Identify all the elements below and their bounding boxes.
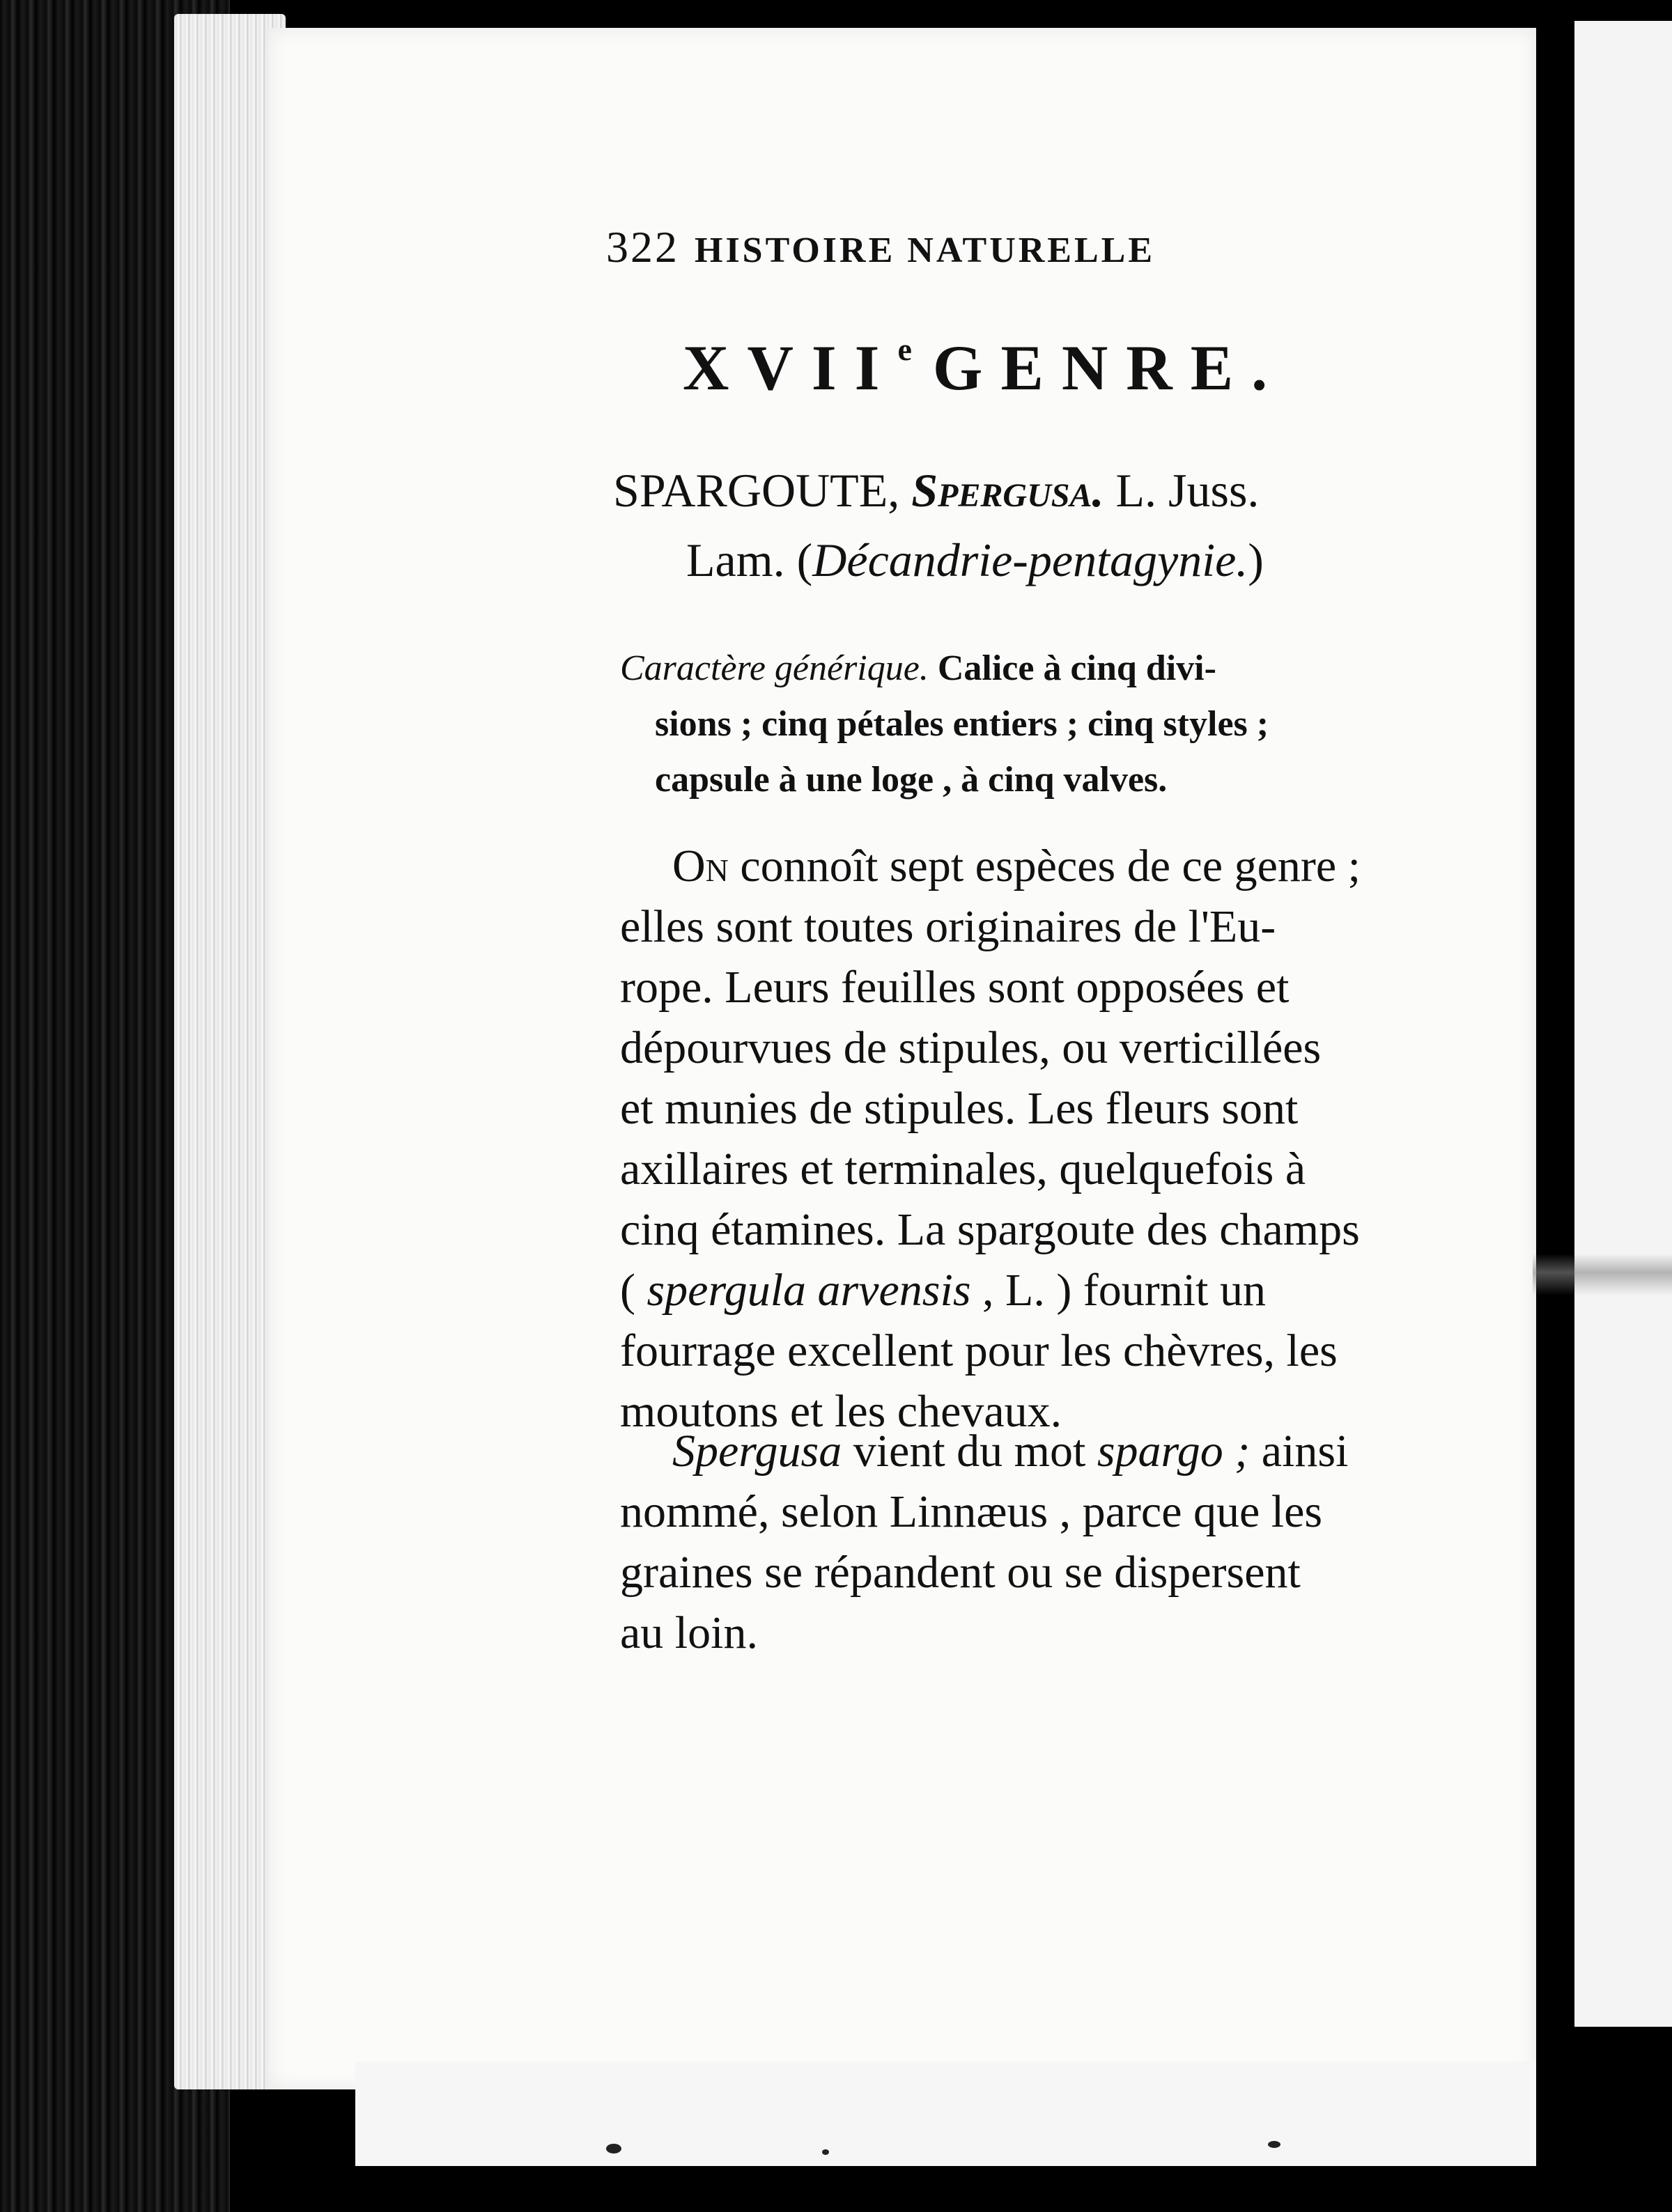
p1-line-9: fourrage excellent pour les chèvres, les — [620, 1325, 1338, 1376]
linnaean-class: Décandrie-pentagynie. — [812, 533, 1248, 586]
p2-line-2: nommé, selon Linnæus , parce que les — [620, 1486, 1323, 1537]
paragraph-etymology — [620, 1421, 1348, 1663]
running-head-title: HISTOIRE NATURELLE — [695, 231, 1156, 270]
p1-line-4: dépourvues de stipules, ou verticillées — [620, 1022, 1322, 1073]
p1-line-6: axillaires et terminales, quelquefois à — [620, 1144, 1306, 1194]
page-number: 322 — [606, 222, 679, 272]
p2-line-4: au loin. — [620, 1607, 758, 1658]
close-paren: ) — [1248, 533, 1264, 586]
ink-speck — [822, 2149, 829, 2155]
p1-line-7: cinq étamines. La spargoute des champs — [620, 1204, 1360, 1255]
p1-line-5: et munies de stipules. Les fleurs sont — [620, 1083, 1299, 1134]
genus-authors-2: Lam. — [686, 533, 785, 586]
genus-name-line-1 — [613, 463, 1259, 518]
genre-numeral: XVII — [683, 332, 898, 403]
genre-superscript: e — [897, 332, 912, 367]
p1-line-2: elles sont toutes originaires de l'Eu- — [620, 901, 1276, 952]
p2-line-3: graines se répandent ou se dispersent — [620, 1547, 1301, 1598]
genre-heading — [683, 331, 1285, 405]
genus-name-line-2 — [686, 533, 1264, 588]
genus-french-name: SPARGOUTE, — [613, 464, 900, 517]
p2-line-1: Spergusa vient du mot spargo ; ainsi — [672, 1426, 1349, 1477]
ink-speck — [606, 2144, 621, 2153]
running-head — [606, 221, 1155, 273]
char-line-3: capsule à une loge , à cinq valves. — [655, 760, 1168, 800]
char-label: Caractère générique. — [620, 648, 929, 688]
genre-word: GENRE. — [932, 332, 1286, 403]
p1-line-1: On connoît sept espèces de ce genre ; — [672, 841, 1361, 891]
p1-line-3: rope. Leurs feuilles sont opposées et — [620, 962, 1290, 1013]
paragraph-species — [620, 836, 1361, 1442]
p1-line-10: moutons et les chevaux. — [620, 1386, 1062, 1437]
genus-latin-name: Spergusa. — [911, 464, 1104, 517]
p1-line-8: ( spergula arvensis , L. ) fournit un — [620, 1265, 1266, 1316]
genus-authors: L. Juss. — [1115, 464, 1260, 517]
open-paren: ( — [796, 533, 813, 586]
generic-character — [620, 641, 1269, 808]
char-line-2: sions ; cinq pétales entiers ; cinq styles ; — [655, 704, 1269, 744]
ink-speck — [1268, 2141, 1280, 2148]
char-line-1: Caractère générique. Calice à cinq divi- — [620, 648, 1216, 688]
